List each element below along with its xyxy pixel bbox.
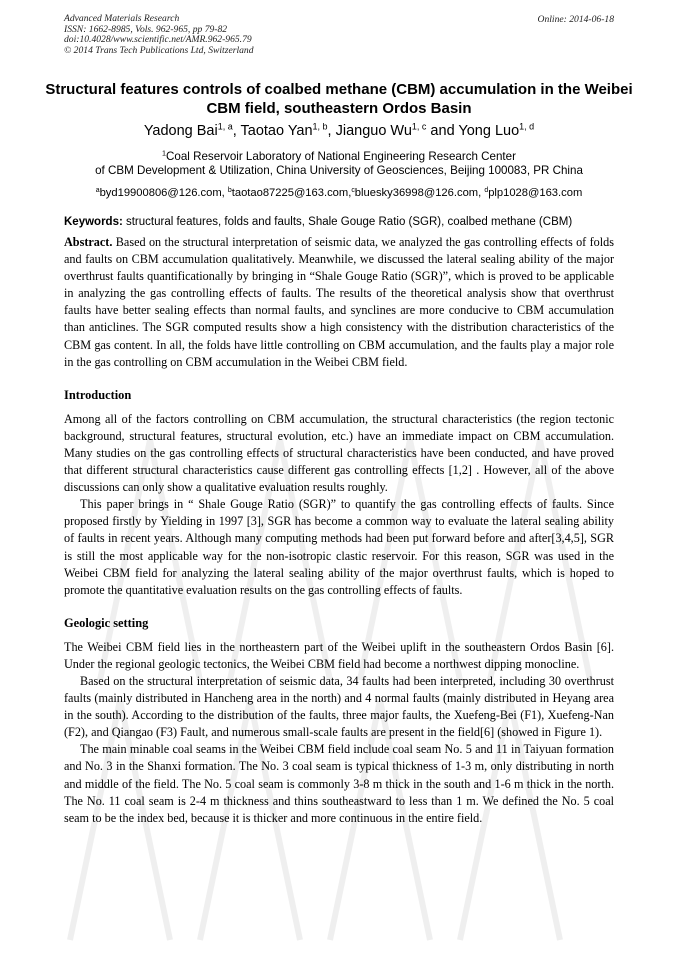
- affiliation: [40, 150, 638, 178]
- email-address: bluesky36998@126.com,: [354, 187, 485, 199]
- section-heading-geologic-setting: Geologic setting: [64, 615, 149, 630]
- author-name: Yong Luo: [458, 123, 520, 139]
- copyright-line: © 2014 Trans Tech Publications Ltd, Switzerland: [64, 44, 254, 56]
- email-mark: a: [95, 186, 100, 194]
- author-name: Yadong Bai: [143, 123, 218, 139]
- author-affil-mark: 1, b: [312, 121, 328, 132]
- online-date: Online: 2014-06-18: [537, 14, 614, 25]
- email-mark: d: [484, 186, 489, 194]
- author-conjunction: and: [426, 123, 459, 139]
- section-heading-introduction: Introduction: [64, 387, 132, 402]
- paper-title: Structural features controls of coalbed methane (CBM) accumulation in the Weibei CBM field, southeastern Ordos Basin: [45, 81, 633, 117]
- paragraph: The Weibei CBM field lies in the northeastern part of the Weibei uplift in the southeastern Ordos Basin [6]. Under the regional geologic tectonics, the Weibei CBM field had become a northwest dipping monocline.: [64, 639, 614, 671]
- email-address: plp1028@163.com: [488, 187, 583, 199]
- journal-name: Advanced Materials Research: [64, 13, 180, 24]
- author-separator: ,: [232, 123, 241, 139]
- author-name: Taotao Yan: [240, 123, 313, 139]
- affiliation-line-2: of CBM Development & Utilization, China University of Geosciences, Beijing 100083, PR China: [95, 164, 583, 177]
- paragraph: Among all of the factors controlling on CBM accumulation, the structural characteristics (the region tectonic background, structural features, structural evolution, etc.) have an immediate impact on CBM accumulation. Many studies on the gas controlling effects of structural characteristics have been conducted, and have proved that different structural characteristics cause different gas controlling effects [1,2] . However, all of the above discussions can only show a qualitative evaluation results roughly.: [64, 411, 614, 495]
- author-affil-mark: 1, a: [217, 121, 233, 132]
- author-affil-mark: 1, d: [519, 121, 535, 132]
- paragraph: The main minable coal seams in the Weibei CBM field include coal seam No. 5 and 11 in Taiyuan formation and No. 3 in the Shanxi formation. The No. 3 coal seam is typical thickness of 1-3 m, only distributing in north and middle of the field. The No. 5 coal seam is commonly 3-8 m thick in the south and 1-6 m thick in the north. The No. 11 coal seam is 2-4 m thickness and thins southeastward to less than 1 m. We defined the No. 5 coal seam to be the index bed, because it is thicker and more continuous in the entire field.: [64, 742, 614, 825]
- journal-info: [64, 14, 254, 56]
- keywords-label: Keywords:: [64, 216, 123, 228]
- author-separator: ,: [327, 123, 336, 139]
- abstract-text: Based on the structural interpretation of seismic data, we analyzed the gas controlling effects of folds and faults on CBM accumulation qualitatively. Meanwhile, we discussed the lateral sealing ability of the major overthrust faults quantificationally by bringing in “Shale Gouge Ratio (SGR)”, which is proved to be applicable in analyzing the gas controlling effects of faults. The results of the theoretical analysis show that overthrust faults have better sealing effects than normal faults, and synclines are more conducive to CBM accumulation than anticlines. The SGR computed results show a high consistency with the distribution characteristics of the CBM gas content. In all, the folds have little controlling on CBM accumulation, and the faults play a major role in the gas controlling on CBM accumulation in the Weibei CBM field.: [64, 235, 614, 369]
- email-address: taotao87225@163.com,: [231, 187, 352, 199]
- affiliation-line-1: Coal Reservoir Laboratory of National Engineering Research Center: [166, 150, 516, 163]
- email-list: [40, 187, 638, 199]
- paragraph: This paper brings in “ Shale Gouge Ratio (SGR)” to quantify the gas controlling effects of faults. Since proposed firstly by Yielding in 1997 [3], SGR has become a common way to evaluate the lateral sealing ability of faults in recent years. Although many computing methods had been put forward before and after[3,4,5], SGR is still the most applicable way for the non-isotropic clastic reservoir. For this reason, SGR was used in the Weibei CBM field for analyzing the lateral sealing ability of the major overthrust faults, which is hoped to promote the quantitative evaluation results on the gas controlling effects of faults.: [64, 497, 614, 597]
- email-mark: c: [351, 186, 355, 194]
- paper-body: [64, 234, 614, 827]
- affiliation-mark: 1: [162, 148, 167, 158]
- issn-line: ISSN: 1662-8985, Vols. 962-965, pp 79-82: [64, 23, 228, 35]
- author-list: [40, 123, 638, 139]
- keywords-text: structural features, folds and faults, Shale Gouge Ratio (SGR), coalbed methane (CBM): [122, 216, 573, 228]
- email-mark: b: [227, 186, 232, 194]
- author-affil-mark: 1, c: [411, 121, 427, 132]
- keywords: [64, 216, 624, 228]
- doi-line: doi:10.4028/www.scientific.net/AMR.962-965.79: [64, 34, 252, 46]
- abstract: [64, 234, 614, 371]
- author-name: Jianguo Wu: [335, 123, 412, 139]
- abstract-label: Abstract.: [64, 235, 113, 249]
- email-address: byd19900806@126.com,: [99, 187, 228, 199]
- paragraph: Based on the structural interpretation of seismic data, 34 faults had been interpreted, including 30 overthrust faults (mainly distributed in Hancheng area in the north) and 4 normal faults (mainly distributed in Heyang area in the south). According to the distribution of the faults, three major faults, the Xuefeng-Bei (F1), Xuefeng-Nan (F2), and Qiangao (F3) Fault, and numerous small-scale faults are present in the field[6] (showed in Figure 1).: [64, 673, 614, 740]
